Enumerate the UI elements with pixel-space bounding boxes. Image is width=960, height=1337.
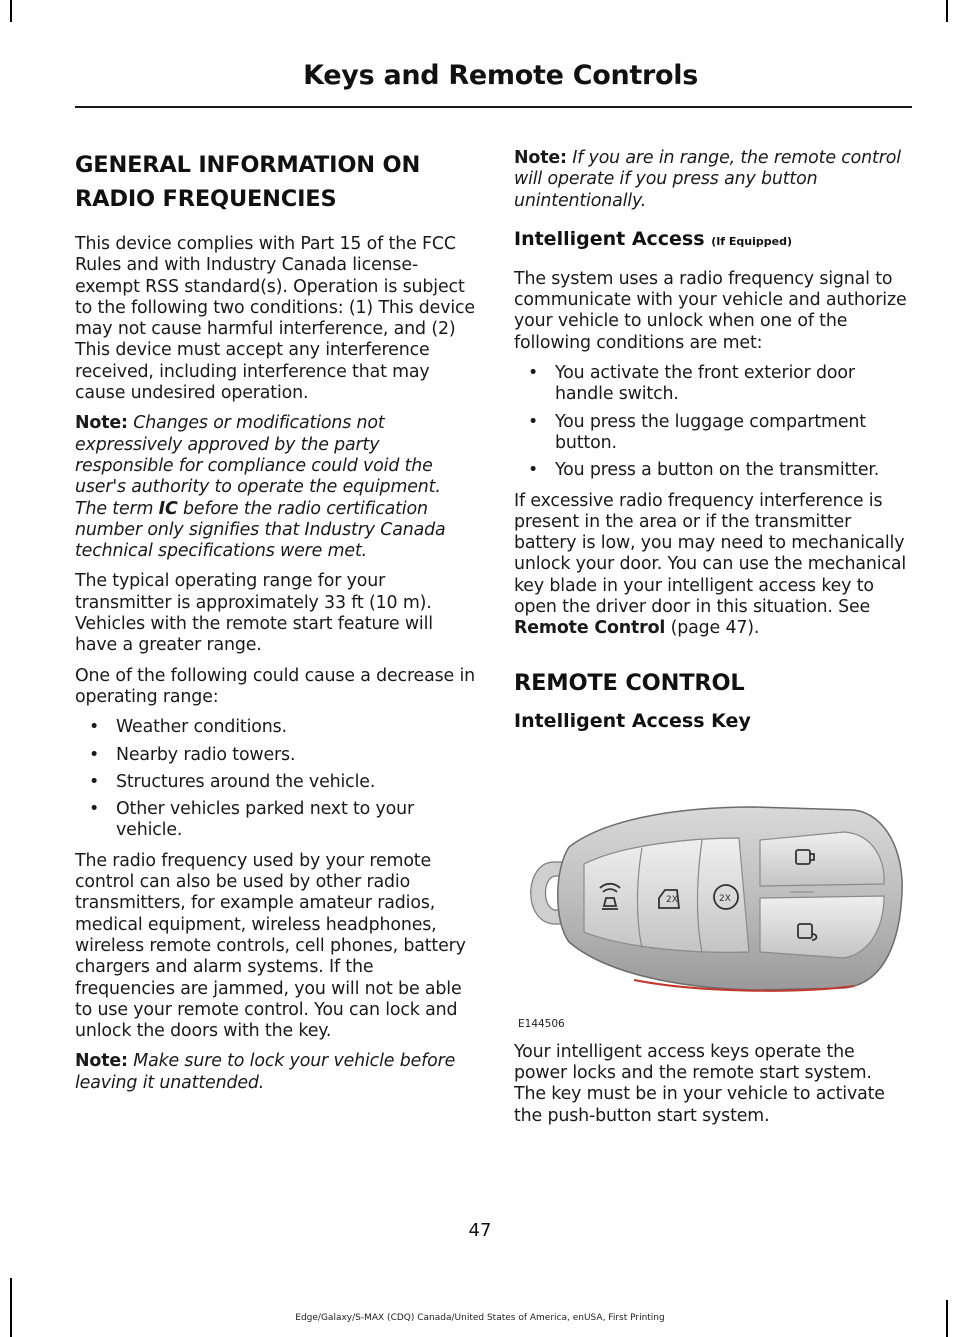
- mechanical-unlock-paragraph: If excessive radio frequency interference is present in the area or if the transmitter battery is low, you may need to mechanically unlock your door. You can use the mechanical key blade in your intelligent access key to open the driver door in this situation. See Remote Control (page 47).: [514, 490, 907, 639]
- list-item: • Nearby radio towers.: [89, 744, 296, 765]
- unlock-conditions-list: [514, 363, 908, 481]
- note-unintentional-press: Note: If you are in range, the remote control will operate if you press any button unintentionally.: [514, 148, 901, 211]
- svg-text:2X: 2X: [666, 894, 678, 905]
- list-item: • You press the luggage compartment button.: [528, 411, 866, 453]
- section-title-remote-control: REMOTE CONTROL: [514, 669, 745, 696]
- list-item: • Structures around the vehicle.: [89, 771, 376, 792]
- header-divider: [75, 106, 912, 108]
- range-factors-list: [75, 717, 475, 841]
- fcc-compliance-paragraph: This device complies with Part 15 of the FCC Rules and with Industry Canada license-exempt RSS standard(s). Operation is subject to the following two conditions: (1) This device may not cause harmful interference, and (2) This device must accept any interference received, including interference that may cause undesired operation.: [75, 234, 475, 404]
- interference-paragraph: The radio frequency used by your remote control can also be used by other radio transmitters, for example amateur radios, medical equipment, wireless headphones, wireless remote controls, cell phones, battery chargers and alarm systems. If the frequencies are jammed, you will not be able to use your remote control. You can lock and unlock the doors with the key.: [75, 850, 466, 1042]
- crop-mark: [10, 0, 12, 22]
- left-column: [75, 148, 475, 1103]
- remote-control-link[interactable]: Remote Control: [514, 618, 666, 639]
- lock-button: [760, 832, 884, 886]
- list-item: • You activate the front exterior door handle switch.: [528, 363, 855, 405]
- crop-mark: [10, 1278, 12, 1337]
- page-header-title: Keys and Remote Controls: [303, 60, 698, 91]
- section-title-radio-frequencies: GENERAL INFORMATION ON RADIO FREQUENCIES: [75, 152, 421, 212]
- right-column: [514, 148, 908, 1136]
- page-footer: Edge/Galaxy/S-MAX (CDQ) Canada/United States of America, enUSA, First Printing: [295, 1313, 665, 1323]
- list-item: • Other vehicles parked next to your vehicle.: [89, 799, 415, 841]
- intelligent-key-paragraph: Your intelligent access keys operate the power locks and the remote start system. The key must be in your vehicle to activate the push-button start system.: [514, 1041, 885, 1126]
- list-item: • Weather conditions.: [89, 717, 287, 738]
- note-lock-vehicle: Note: Make sure to lock your vehicle before leaving it unattended.: [75, 1051, 456, 1093]
- page-number: 47: [468, 1220, 492, 1241]
- intelligent-access-paragraph: The system uses a radio frequency signal to communicate with your vehicle and authorize your vehicle to unlock when one of the following conditions are met:: [514, 268, 907, 353]
- key-fob-illustration: [514, 752, 908, 1032]
- list-item: • You press a button on the transmitter.: [528, 460, 880, 481]
- range-decrease-intro: One of the following could cause a decrease in operating range:: [75, 665, 476, 707]
- operating-range-paragraph: The typical operating range for your transmitter is approximately 33 ft (10 m). Vehicles with the remote start feature will have a greater range.: [75, 571, 433, 656]
- svg-text:2X: 2X: [719, 893, 731, 904]
- subsection-title-intelligent-access: Intelligent Access (If Equipped): [514, 227, 793, 250]
- key-fob-figure: [514, 752, 908, 1032]
- subsection-title-intelligent-access-key: Intelligent Access Key: [514, 709, 751, 732]
- crop-mark: [946, 0, 948, 22]
- note-modifications: Note: Changes or modifications not expressively approved by the party responsible for compliance could void the user's authority to operate the equipment. The term IC before the radio certification number only signifies that Industry Canada technical specifications were met.: [75, 413, 446, 562]
- figure-id: E144506: [518, 1017, 565, 1030]
